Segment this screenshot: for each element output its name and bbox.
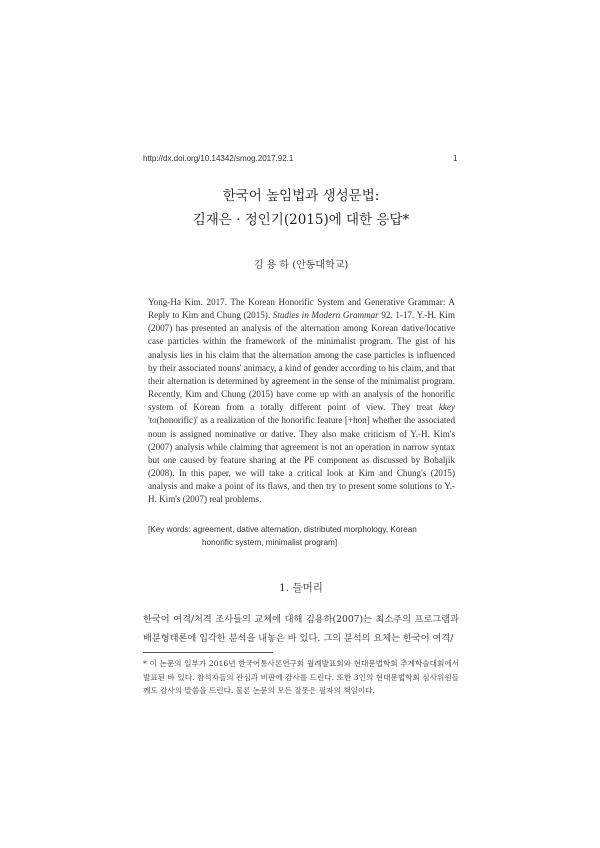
kkey-term: kkey (438, 402, 455, 413)
keywords (148, 524, 458, 549)
page-number: 1 (453, 154, 458, 163)
section-heading: 1. 들머리 (279, 582, 323, 594)
keywords-line-2: honorific system, minimalist program] (202, 537, 338, 547)
footnote-divider (143, 652, 273, 653)
abstract-part-1: Yong-Ha Kim. 2017. The Korean Honorific System and Generative Grammar: A Reply to Kim and Chung (2015). (148, 297, 455, 321)
section-body-text: 한국어 여격/처격 조사들의 교체에 대해 김용하(2007)는 최소주의 프로그램과 배분형태론에 입각한 분석을 내놓은 바 있다. 그의 분석의 요체는 한국어 여격/ (143, 614, 459, 644)
paper-title-line-2: 김재은 · 정인기(2015)에 대한 응답* (192, 212, 410, 228)
journal-name: Studies in Modern Grammar (272, 310, 379, 321)
abstract-part-2: 92. 1-17. Y.-H. Kim (2007) has presented an analysis of the alternation among Korean dative/locative case particles within the framework of the minimalist program. The gist of his analysis lies in his claim that the alternation among the case particles is influenced by their associated nouns' animacy, a kind of gender according to his claim, and that their alternation is determined by agreement in the sense of the minimalist program. Recently, Kim and Chung (2015) have come up with an analysis of the honorific system of Korean from a totally different point of view. They treat (148, 310, 455, 413)
keywords-line-1: [Key words: agreement, dative alternation, distributed morphology, Korean (148, 525, 417, 534)
doi-link[interactable]: http://dx.doi.org/10.14342/smog.2017.92.1 (143, 154, 294, 163)
abstract (148, 296, 455, 507)
footnote: * 이 논문의 일부가 2016년 한국어통사론연구회 월례발표회와 현대문법학회 추계학술대회에서 발표된 바 있다. 참석자들의 관심과 비판에 감사를 드린다. 또한 3인의 현대문법학회 심사위원들께도 감사의 말씀을 드린다. 물론 논문의 모든 잘못은 필자의 책임이다. (143, 659, 459, 695)
paper-title-line-1: 한국어 높임법과 생성문법: (222, 188, 380, 204)
abstract-part-3: 'to(honorific)' as a realization of the honorific feature [+hon] whether the associated noun is assigned nominative or dative. They also make criticism of Y.-H. Kim's (2007) analysis while claiming that agreement is not an operation in narrow syntax but one caused by feature sharing at the PF component as discussed by Bobaljik (2008). In this paper, we will take a critical look at Kim and Chung's (2015) analysis and make a point of its flaws, and then try to present some solutions to Y.-H. Kim's (2007) real problems. (148, 415, 455, 505)
author-affiliation: 김 용 하 (안동대학교) (253, 260, 349, 271)
